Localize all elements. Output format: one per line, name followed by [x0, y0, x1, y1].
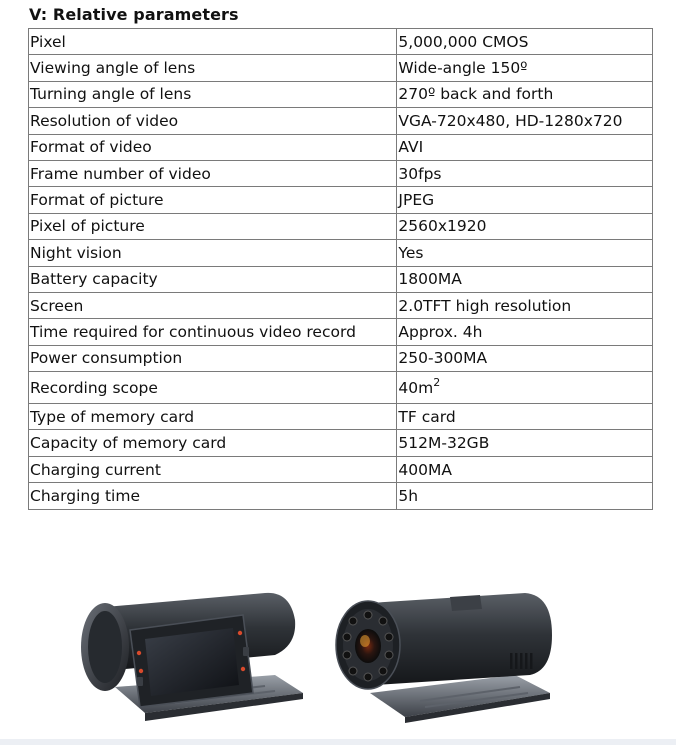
value-cell: Yes — [397, 240, 653, 266]
table-row — [29, 430, 653, 456]
section-title: V: Relative parameters — [29, 5, 239, 24]
page-bottom-bar — [0, 739, 676, 745]
value-cell: JPEG — [397, 187, 653, 213]
lens-shape — [355, 629, 381, 663]
value-text: 40m — [398, 378, 434, 397]
param-cell: Screen — [29, 292, 397, 318]
value-cell: 5,000,000 CMOS — [397, 29, 653, 55]
param-cell: Viewing angle of lens — [29, 55, 397, 81]
table-row — [29, 134, 653, 160]
param-cell: Battery capacity — [29, 266, 397, 292]
param-cell: Format of picture — [29, 187, 397, 213]
table-row — [29, 213, 653, 239]
dashcam-screen-side-photo — [75, 575, 305, 735]
param-cell: Capacity of memory card — [29, 430, 397, 456]
value-cell: VGA-720x480, HD-1280x720 — [397, 108, 653, 134]
table-row — [29, 404, 653, 430]
table-row — [29, 483, 653, 509]
param-cell: Pixel of picture — [29, 213, 397, 239]
param-cell: Charging time — [29, 483, 397, 509]
value-cell: 512M-32GB — [397, 430, 653, 456]
table-row — [29, 266, 653, 292]
table-row — [29, 345, 653, 371]
value-cell: TF card — [397, 404, 653, 430]
screen-display-shape — [145, 628, 239, 696]
param-cell: Power consumption — [29, 345, 397, 371]
value-cell: 30fps — [397, 160, 653, 186]
param-cell: Frame number of video — [29, 160, 397, 186]
value-cell: AVI — [397, 134, 653, 160]
superscript-exponent: 2 — [433, 375, 441, 389]
value-cell: Approx. 4h — [397, 319, 653, 345]
value-cell: 5h — [397, 483, 653, 509]
param-cell: Recording scope — [29, 372, 397, 404]
param-cell: Charging current — [29, 456, 397, 482]
param-cell: Format of video — [29, 134, 397, 160]
param-cell: Resolution of video — [29, 108, 397, 134]
value-cell: Wide-angle 150º — [397, 55, 653, 81]
value-cell: 2.0TFT high resolution — [397, 292, 653, 318]
table-row — [29, 29, 653, 55]
dashcam-lens-side-photo — [330, 575, 560, 735]
value-cell: 250-300MA — [397, 345, 653, 371]
value-cell — [397, 372, 653, 404]
value-cell: 400MA — [397, 456, 653, 482]
param-cell: Night vision — [29, 240, 397, 266]
table-row — [29, 372, 653, 404]
table-row — [29, 319, 653, 345]
specs-table — [28, 28, 653, 510]
table-row — [29, 187, 653, 213]
table-row — [29, 240, 653, 266]
param-cell: Time required for continuous video record — [29, 319, 397, 345]
value-cell: 2560x1920 — [397, 213, 653, 239]
param-cell: Pixel — [29, 29, 397, 55]
table-row — [29, 160, 653, 186]
param-cell: Type of memory card — [29, 404, 397, 430]
table-row — [29, 292, 653, 318]
table-row — [29, 55, 653, 81]
param-cell: Turning angle of lens — [29, 81, 397, 107]
table-row — [29, 81, 653, 107]
table-row — [29, 456, 653, 482]
value-cell: 1800MA — [397, 266, 653, 292]
value-cell: 270º back and forth — [397, 81, 653, 107]
table-row — [29, 108, 653, 134]
